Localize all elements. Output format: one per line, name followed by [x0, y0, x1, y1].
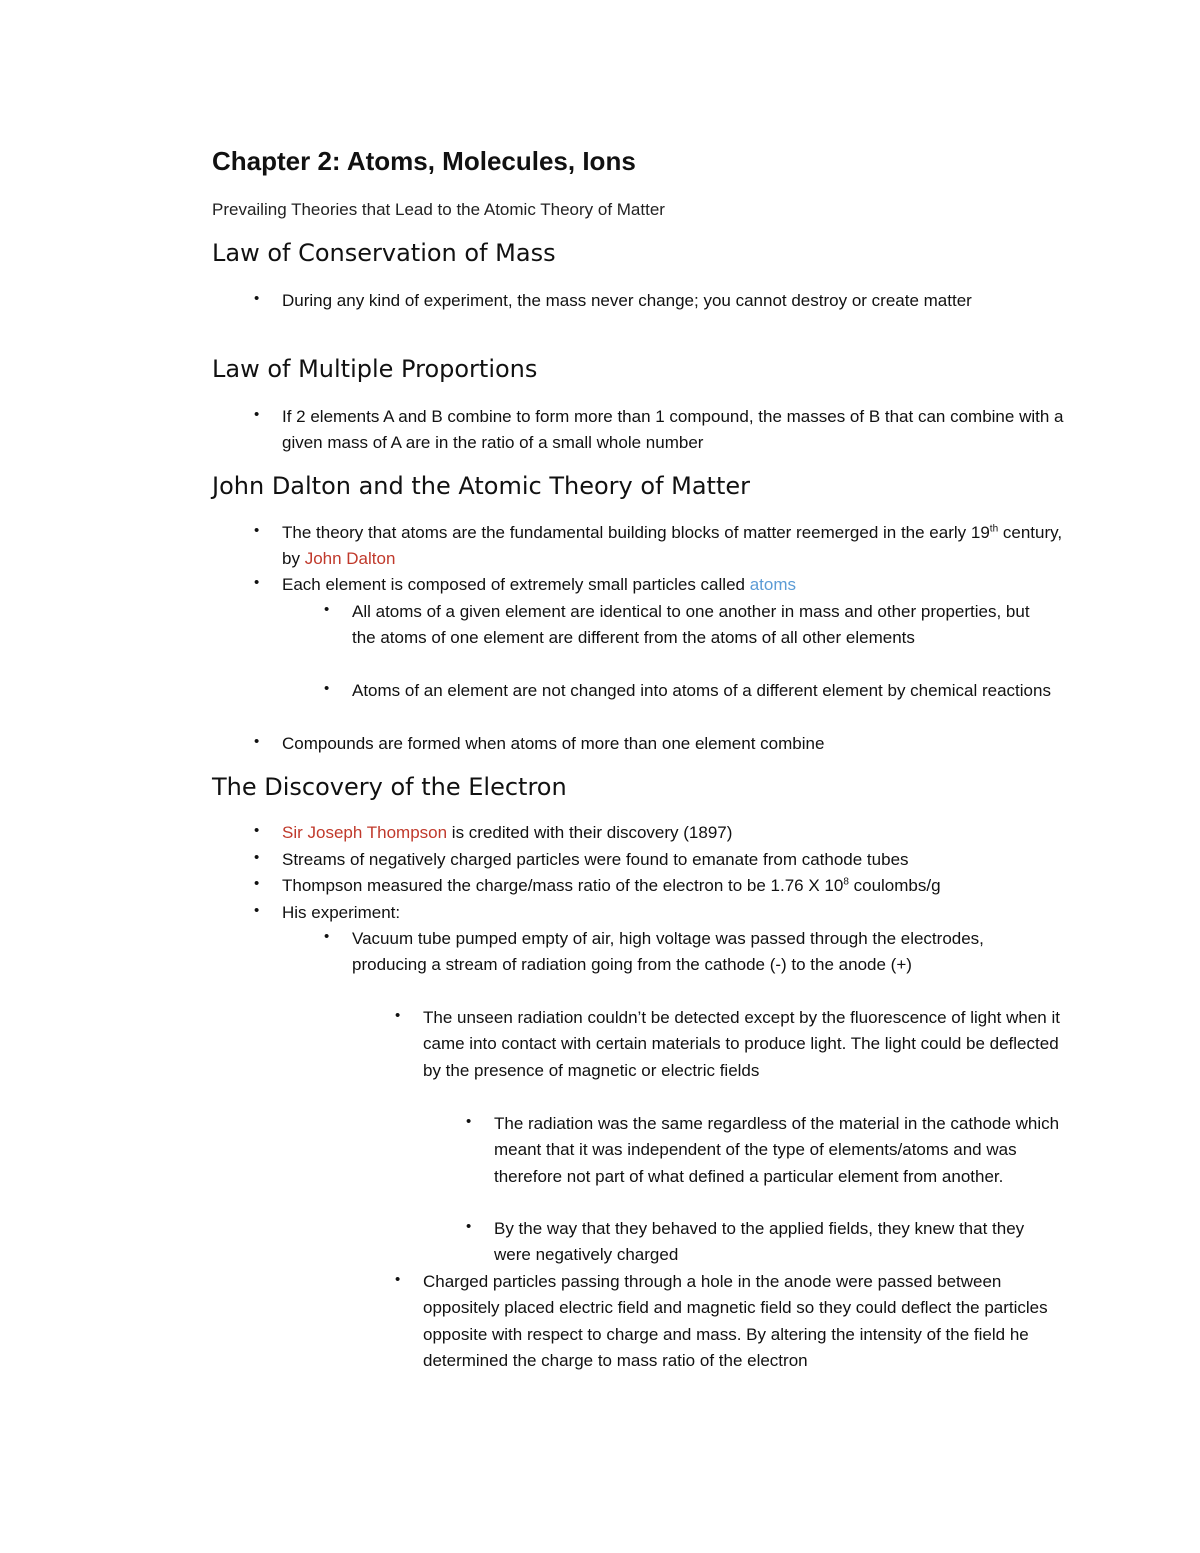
- heading-conservation-of-mass: Law of Conservation of Mass: [212, 239, 556, 267]
- list-item: [254, 820, 1072, 846]
- bullet-icon: •: [324, 601, 330, 618]
- bullet-icon: •: [395, 1271, 401, 1288]
- list-item: [254, 404, 1072, 457]
- heading-discovery-of-electron: The Discovery of the Electron: [212, 773, 567, 801]
- list-item: [254, 572, 1072, 598]
- list-item: [254, 288, 1072, 314]
- bullet-icon: •: [254, 902, 260, 919]
- list-item-text: His experiment:: [282, 903, 401, 922]
- list-item: [466, 1216, 1064, 1269]
- heading-john-dalton: John Dalton and the Atomic Theory of Matter: [212, 472, 751, 500]
- list-item-text: century, by: [282, 523, 1063, 569]
- list-item-text: Vacuum tube pumped empty of air, high voltage was passed through the electrodes, producing a stream of radiation going from the cathode (-) to the anode (+): [352, 929, 984, 975]
- bullet-icon: •: [254, 875, 260, 892]
- list-item: [324, 926, 1052, 979]
- list-item-text: The theory that atoms are the fundamental building blocks of matter reemerged in the early 19: [282, 523, 990, 542]
- superscript: th: [989, 523, 999, 535]
- list-item-text: Compounds are formed when atoms of more than one element combine: [282, 734, 825, 753]
- bullet-icon: •: [254, 849, 260, 866]
- bullet-icon: •: [395, 1007, 401, 1024]
- list-item-text: During any kind of experiment, the mass never change; you cannot destroy or create matter: [282, 291, 972, 310]
- list-item: [254, 847, 1072, 873]
- list-item-text: Charged particles passing through a hole in the anode were passed between oppositely placed electric field and magnetic field so they could deflect the particles opposite with respect to charge and mass. By altering the intensity of the field he determined the charge to mass ratio of the electron: [423, 1272, 1048, 1370]
- list-item-text: All atoms of a given element are identical to one another in mass and other properties, but the atoms of one element are different from the atoms of all other elements: [352, 602, 1030, 648]
- page-title: Chapter 2: Atoms, Molecules, Ions: [212, 146, 636, 176]
- list-item: [254, 731, 1072, 757]
- bullet-icon: •: [254, 574, 260, 591]
- list-item-text: Atoms of an element are not changed into atoms of a different element by chemical reactions: [352, 681, 1051, 700]
- list-item-text: Streams of negatively charged particles were found to emanate from cathode tubes: [282, 850, 909, 869]
- page-subtitle: Prevailing Theories that Lead to the Atomic Theory of Matter: [212, 200, 665, 219]
- list-item-text: By the way that they behaved to the applied fields, they knew that they were negatively charged: [494, 1219, 1025, 1265]
- list-item: [395, 1005, 1063, 1084]
- bullet-icon: •: [254, 733, 260, 750]
- list-item: [254, 873, 1072, 899]
- highlighted-name: Sir Joseph Thompson: [282, 823, 448, 842]
- list-item-text: The radiation was the same regardless of the material in the cathode which meant that it was independent of the type of elements/atoms and was therefore not part of what defined a particular element from another.: [494, 1114, 1060, 1186]
- list-item: [324, 678, 1052, 704]
- bullet-icon: •: [466, 1113, 472, 1130]
- list-item-text: is credited with their discovery (1897): [447, 823, 733, 842]
- list-item: [324, 599, 1052, 652]
- highlighted-name: John Dalton: [304, 549, 396, 569]
- bullet-icon: •: [254, 406, 260, 423]
- bullet-icon: •: [324, 680, 330, 697]
- highlighted-term: atoms: [749, 575, 796, 594]
- list-item: [254, 520, 1072, 573]
- heading-multiple-proportions: Law of Multiple Proportions: [212, 355, 538, 383]
- list-item-text: The unseen radiation couldn’t be detected except by the fluorescence of light when it came into contact with certain materials to produce light. The light could be deflected by the presence of magnetic or electric fields: [423, 1008, 1060, 1080]
- bullet-icon: •: [254, 522, 260, 539]
- list-item: [395, 1269, 1063, 1374]
- list-item-text: If 2 elements A and B combine to form more than 1 compound, the masses of B that can combine with a given mass of A are in the ratio of a small whole number: [282, 407, 1064, 453]
- bullet-icon: •: [324, 928, 330, 945]
- list-item: [466, 1111, 1064, 1190]
- bullet-icon: •: [254, 822, 260, 839]
- list-item-text: Each element is composed of extremely small particles called: [282, 575, 750, 594]
- bullet-icon: •: [466, 1218, 472, 1235]
- list-item: [254, 900, 1072, 926]
- list-item-text: Thompson measured the charge/mass ratio of the electron to be 1.76 X 10: [282, 876, 844, 895]
- superscript: 8: [843, 876, 849, 888]
- bullet-icon: •: [254, 290, 260, 307]
- list-item-text: coulombs/g: [848, 876, 941, 895]
